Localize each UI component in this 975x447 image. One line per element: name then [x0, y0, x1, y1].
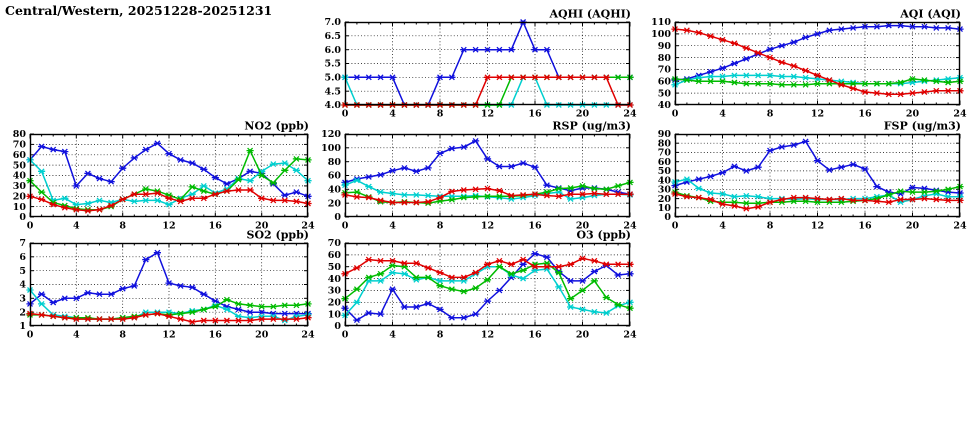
- x-tick-label: 20: [255, 220, 269, 232]
- x-tick-label: 4: [72, 220, 80, 232]
- x-tick-label: 4: [389, 108, 396, 120]
- x-tick-label: 4: [719, 220, 726, 232]
- x-tick-label: 8: [766, 108, 774, 120]
- y-tick-label: 100: [651, 29, 671, 41]
- y-tick-label: 60: [12, 150, 26, 161]
- y-tick-label: 6: [19, 252, 26, 263]
- x-tick-label: 24: [301, 220, 315, 232]
- y-tick-label: 50: [12, 160, 26, 172]
- chart-no2: [12, 119, 315, 232]
- x-tick-label: 4: [72, 329, 80, 341]
- x-tick-label: 20: [905, 108, 920, 120]
- chart-title: AQI (AQI): [900, 7, 961, 21]
- x-tick-label: 0: [341, 108, 349, 120]
- chart-so2: [19, 228, 315, 341]
- y-tick-label: 90: [657, 40, 671, 52]
- x-tick-label: 4: [389, 220, 396, 232]
- y-tick-label: 70: [327, 238, 341, 250]
- y-tick-label: 80: [657, 138, 671, 150]
- x-tick-label: 12: [480, 329, 495, 341]
- chart-title: RSP (ug/m3): [552, 119, 631, 133]
- y-tick-label: 7: [19, 238, 26, 250]
- chart-svg: [19, 228, 315, 341]
- x-tick-label: 0: [671, 220, 679, 232]
- x-tick-label: 12: [810, 108, 825, 120]
- y-tick-label: 30: [12, 181, 26, 193]
- y-tick-label: 4: [19, 279, 26, 291]
- x-tick-label: 24: [953, 108, 967, 120]
- y-tick-label: 40: [327, 273, 341, 285]
- x-tick-label: 20: [255, 329, 269, 341]
- x-tick-label: 0: [341, 220, 349, 232]
- x-tick-label: 20: [575, 108, 590, 120]
- chart-fsp: [657, 119, 967, 232]
- y-tick-label: 10: [657, 203, 671, 214]
- x-tick-label: 16: [528, 220, 542, 232]
- y-tick-label: 5.5: [324, 58, 341, 70]
- y-tick-label: 50: [657, 166, 671, 178]
- y-tick-label: 10: [12, 201, 26, 213]
- x-tick-label: 16: [858, 108, 872, 120]
- x-tick-label: 4: [389, 329, 396, 341]
- y-tick-label: 0: [19, 212, 26, 224]
- chart-aqi: [651, 7, 967, 120]
- y-tick-label: 70: [657, 147, 671, 159]
- x-tick-label: 24: [301, 329, 315, 341]
- y-tick-label: 80: [12, 129, 26, 141]
- chart-svg: [12, 119, 315, 232]
- y-tick-label: 3: [19, 293, 26, 305]
- chart-title: SO2 (ppb): [246, 228, 309, 242]
- x-tick-label: 16: [208, 220, 222, 232]
- y-tick-label: 20: [327, 198, 341, 210]
- y-tick-label: 40: [327, 184, 341, 196]
- y-tick-label: 50: [657, 88, 671, 100]
- y-tick-label: 60: [327, 250, 341, 262]
- y-tick-label: 20: [657, 193, 671, 205]
- x-tick-label: 24: [623, 220, 637, 232]
- x-tick-label: 12: [480, 108, 495, 120]
- x-tick-label: 8: [436, 220, 444, 232]
- y-tick-label: 40: [12, 170, 26, 182]
- series-line-green: [30, 151, 308, 210]
- x-tick-label: 4: [719, 108, 726, 120]
- y-tick-label: 6.5: [324, 31, 341, 42]
- y-tick-label: 5: [19, 265, 26, 277]
- y-tick-label: 20: [327, 297, 341, 309]
- x-tick-label: 0: [341, 329, 349, 341]
- y-tick-label: 80: [327, 156, 341, 168]
- x-tick-label: 0: [26, 329, 34, 341]
- chart-svg: [321, 119, 637, 232]
- page-title: Central/Western, 20251228-20251231: [5, 3, 273, 18]
- x-tick-label: 12: [810, 220, 825, 232]
- y-tick-label: 4.0: [324, 100, 341, 112]
- y-tick-label: 2: [19, 307, 26, 319]
- chart-title: NO2 (ppb): [244, 119, 309, 133]
- chart-svg: [657, 119, 967, 232]
- y-tick-label: 90: [657, 129, 671, 141]
- y-tick-label: 80: [657, 52, 671, 64]
- y-tick-label: 1: [19, 321, 26, 333]
- y-tick-label: 100: [321, 143, 341, 154]
- x-tick-label: 0: [26, 220, 34, 232]
- x-tick-label: 24: [953, 220, 967, 232]
- y-tick-label: 6.0: [324, 44, 341, 56]
- x-tick-label: 8: [119, 220, 127, 232]
- x-tick-label: 12: [480, 220, 495, 232]
- y-tick-label: 70: [12, 139, 26, 151]
- x-tick-label: 20: [575, 220, 590, 232]
- x-tick-label: 16: [528, 329, 542, 341]
- y-tick-label: 0: [334, 212, 341, 224]
- x-tick-label: 24: [623, 329, 637, 341]
- y-tick-label: 0: [334, 321, 341, 333]
- y-tick-label: 30: [327, 285, 341, 297]
- y-tick-label: 20: [12, 191, 26, 203]
- x-tick-label: 12: [162, 329, 176, 341]
- series-markers-cyan: [341, 178, 633, 202]
- y-tick-label: 4.5: [324, 86, 341, 98]
- x-tick-label: 16: [528, 108, 542, 120]
- y-tick-label: 120: [321, 129, 341, 141]
- chart-rsp: [321, 119, 637, 232]
- y-tick-label: 10: [327, 309, 341, 321]
- chart-svg: [651, 7, 967, 120]
- y-tick-label: 40: [657, 100, 671, 112]
- x-tick-label: 12: [162, 220, 176, 232]
- y-tick-label: 50: [327, 261, 341, 273]
- y-tick-label: 60: [657, 76, 671, 88]
- x-tick-label: 0: [671, 108, 679, 120]
- y-tick-label: 110: [651, 17, 671, 29]
- chart-title: AQHI (AQHI): [549, 7, 631, 21]
- chart-svg: [327, 228, 637, 341]
- y-tick-label: 0: [664, 212, 671, 224]
- x-tick-label: 8: [119, 329, 127, 341]
- x-tick-label: 8: [436, 329, 444, 341]
- x-tick-label: 8: [766, 220, 774, 232]
- x-tick-label: 8: [436, 108, 444, 120]
- chart-title: O3 (ppb): [576, 228, 631, 242]
- chart-title: FSP (ug/m3): [883, 119, 961, 133]
- y-tick-label: 60: [657, 156, 671, 168]
- y-tick-label: 5.0: [324, 72, 341, 84]
- x-tick-label: 20: [905, 220, 920, 232]
- x-tick-label: 24: [623, 108, 637, 120]
- x-tick-label: 20: [575, 329, 590, 341]
- chart-aqhi: [324, 7, 637, 120]
- y-tick-label: 70: [657, 64, 671, 76]
- series-markers-blue: [341, 251, 633, 322]
- series-line-blue: [345, 141, 630, 194]
- y-tick-label: 30: [657, 184, 671, 196]
- x-tick-label: 16: [858, 220, 872, 232]
- x-tick-label: 16: [208, 329, 222, 341]
- y-tick-label: 7.0: [324, 17, 341, 29]
- y-tick-label: 40: [657, 175, 671, 187]
- chart-svg: [324, 7, 637, 120]
- series-markers-blue: [341, 20, 633, 108]
- y-tick-label: 60: [327, 170, 341, 182]
- chart-o3: [327, 228, 637, 341]
